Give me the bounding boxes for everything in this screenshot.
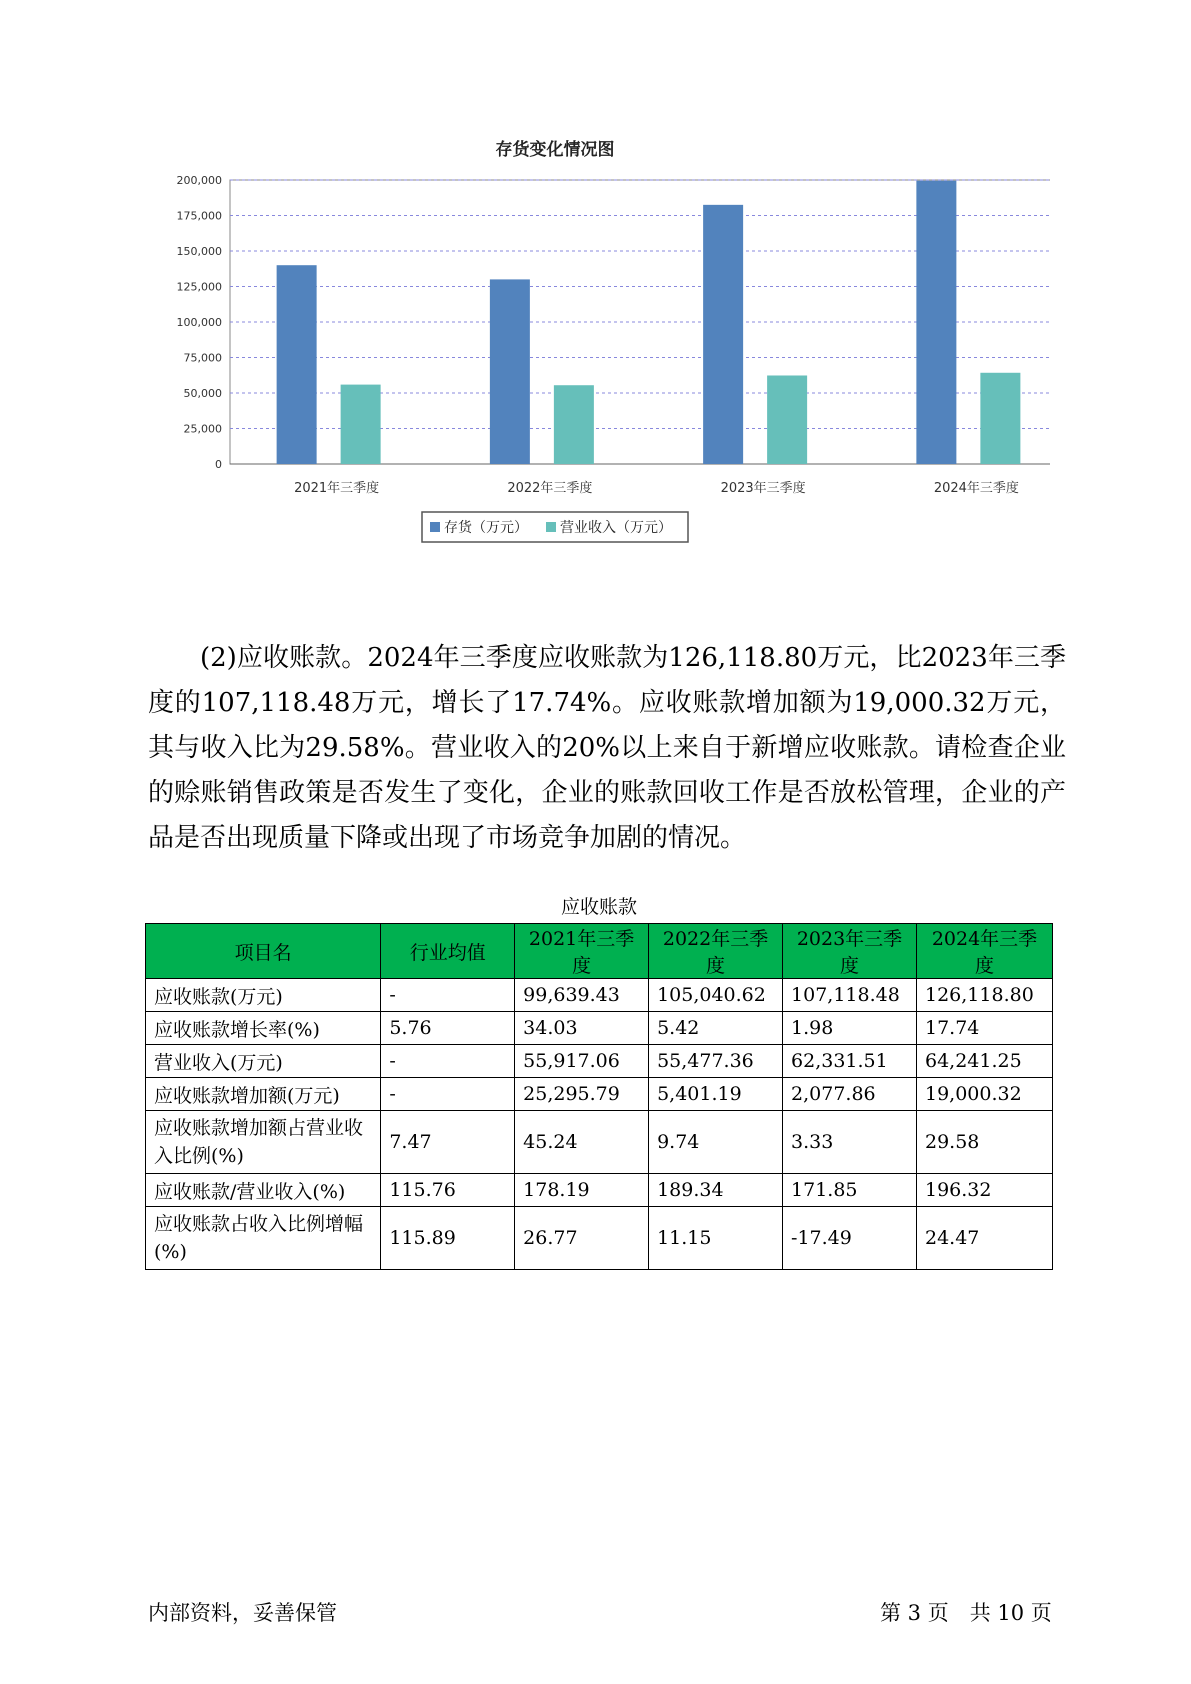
table-cell: 34.03: [515, 1012, 649, 1045]
x-tick-label: 2024年三季度: [933, 481, 1019, 496]
table-cell: 11.15: [649, 1207, 783, 1270]
table-cell: 5,401.19: [649, 1078, 783, 1111]
chart-title: 存货变化情况图: [495, 140, 615, 160]
table-cell: 99,639.43: [515, 979, 649, 1012]
y-tick-label: 150,000: [176, 245, 222, 258]
bar-revenue: [980, 373, 1020, 464]
footer-confidential: 内部资料，妥善保管: [148, 1601, 337, 1625]
table-cell: 19,000.32: [917, 1078, 1053, 1111]
table-row: [146, 1111, 1053, 1174]
table-cell: -: [381, 1045, 515, 1078]
legend-label: 营业收入（万元）: [560, 520, 672, 536]
table-cell: 115.76: [381, 1174, 515, 1207]
y-tick-label: 200,000: [176, 174, 222, 187]
table-cell: 25,295.79: [515, 1078, 649, 1111]
table-cell: 171.85: [783, 1174, 917, 1207]
table-cell: 应收账款增加额(万元): [146, 1078, 381, 1111]
table-cell: 64,241.25: [917, 1045, 1053, 1078]
table-cell: -: [381, 979, 515, 1012]
header-cell: 2022年三季度: [649, 924, 783, 979]
table-cell: 5.42: [649, 1012, 783, 1045]
table-cell: 107,118.48: [783, 979, 917, 1012]
y-tick-label: 25,000: [183, 422, 222, 436]
table-cell: 应收账款增长率(%): [146, 1012, 381, 1045]
header-cell: 2023年三季度: [783, 924, 917, 979]
table-cell: -17.49: [783, 1207, 917, 1270]
table-cell: 26.77: [515, 1207, 649, 1270]
table-cell: 应收账款占收入比例增幅(%): [146, 1207, 381, 1270]
header-cell: 项目名: [146, 924, 381, 979]
table-cell: 105,040.62: [649, 979, 783, 1012]
table-cell: 45.24: [515, 1111, 649, 1174]
y-tick-label: 75,000: [183, 351, 222, 365]
table-cell: 3.33: [783, 1111, 917, 1174]
y-tick-label: 125,000: [176, 280, 222, 294]
bar-inventory: [490, 279, 530, 464]
bar-inventory: [916, 181, 956, 464]
table-cell: 126,118.80: [917, 979, 1053, 1012]
y-tick-label: 100,000: [176, 316, 222, 329]
bar-revenue: [341, 385, 381, 464]
table-cell: 9.74: [649, 1111, 783, 1174]
y-tick-label: 50,000: [183, 387, 222, 400]
inventory-chart: [150, 140, 1050, 600]
bar-revenue: [767, 375, 807, 464]
table-header-row: [146, 924, 1053, 979]
table-cell: 5.76: [381, 1012, 515, 1045]
table-caption: 应收账款: [560, 896, 637, 918]
bar-revenue: [554, 385, 594, 464]
legend-label: 存货（万元）: [444, 520, 528, 536]
x-tick-label: 2022年三季度: [507, 481, 593, 496]
table-cell: 1.98: [783, 1012, 917, 1045]
table-cell: 2,077.86: [783, 1078, 917, 1111]
y-tick-label: 175,000: [176, 209, 222, 223]
table-cell: 189.34: [649, 1174, 783, 1207]
table-cell: 55,477.36: [649, 1045, 783, 1078]
table-row: [146, 1012, 1053, 1045]
table-cell: 应收账款/营业收入(%): [146, 1174, 381, 1207]
header-cell: 2024年三季度: [917, 924, 1053, 979]
table-cell: 62,331.51: [783, 1045, 917, 1078]
header-cell: 2021年三季度: [515, 924, 649, 979]
legend-swatch: [430, 522, 440, 532]
table-row: [146, 1174, 1053, 1207]
table-cell: 178.19: [515, 1174, 649, 1207]
chart-svg: [150, 140, 1050, 600]
table-cell: 营业收入(万元): [146, 1045, 381, 1078]
bar-inventory: [277, 265, 317, 464]
table-row: [146, 1045, 1053, 1078]
y-tick-label: 0: [215, 458, 222, 471]
table-row: [146, 1207, 1053, 1270]
table-cell: 7.47: [381, 1111, 515, 1174]
x-tick-label: 2021年三季度: [294, 481, 380, 496]
table-cell: 应收账款增加额占营业收入比例(%): [146, 1111, 381, 1174]
table-cell: 55,917.06: [515, 1045, 649, 1078]
x-tick-label: 2023年三季度: [720, 481, 806, 496]
table-row: [146, 1078, 1053, 1111]
table-cell: 115.89: [381, 1207, 515, 1270]
table-row: [146, 979, 1053, 1012]
header-cell: 行业均值: [381, 924, 515, 979]
table-cell: 196.32: [917, 1174, 1053, 1207]
bar-inventory: [703, 205, 743, 464]
legend-swatch: [546, 522, 556, 532]
table-cell: 应收账款(万元): [146, 979, 381, 1012]
receivables-paragraph: (2)应收账款。2024年三季度应收账款为126,118.80万元，比2023年三季度的107,118.48万元，增长了17.74%。应收账款增加额为19,000.32万元，其与收入比为29.58%。营业收入的20%以上来自于新增应收账款。请检查企业的赊账销售政策是否发生了变化，企业的账款回收工作是否放松管理，企业的产品是否出现质量下降或出现了市场竞争加剧的情况。: [148, 643, 1066, 853]
table-cell: 29.58: [917, 1111, 1053, 1174]
table-cell: 17.74: [917, 1012, 1053, 1045]
table-cell: 24.47: [917, 1207, 1053, 1270]
footer-page-number: 第 3 页 共 10 页: [880, 1601, 1052, 1625]
table-cell: -: [381, 1078, 515, 1111]
receivables-table: [145, 923, 1053, 1270]
